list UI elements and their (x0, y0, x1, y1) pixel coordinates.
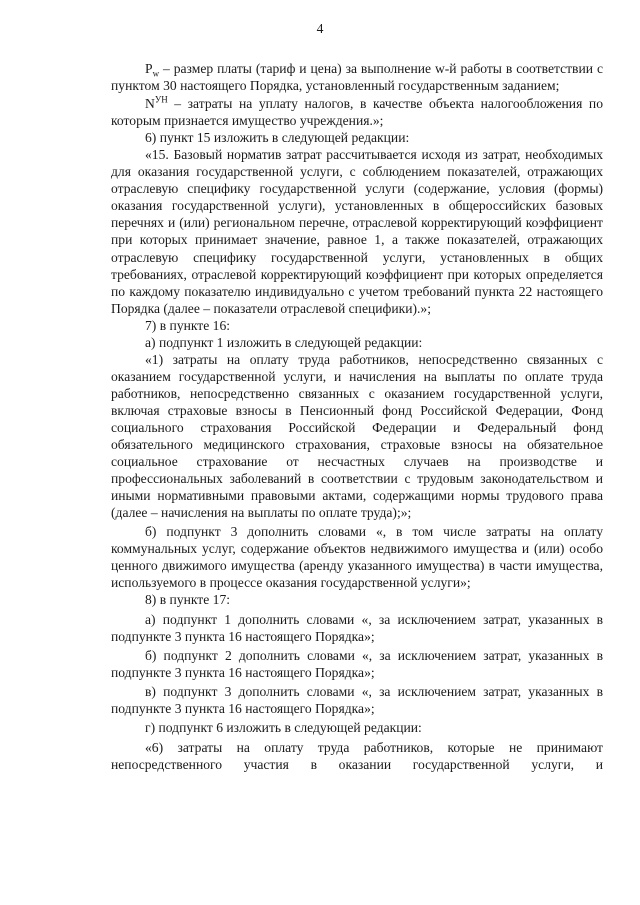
paragraph-15-text: «15. Базовый норматив затрат рассчитывается исходя из затрат, необходимых для оказания государственной услуги, с соблюдением показателей, отражающих отраслевую специфику государственной услуги (содержание, условия (формы) оказания государственной услуги), установленных в общероссийских базовых перечнях и (или) региональном перечне, отраслевой корректирующий коэффициент при которых принимает значение, равное 1, а также показателей, отражающих отраслевую специфику государственной услуги, установленных в общих требованиях, отраслевой корректирующий коэффициент при которых определяется по каждому показателю индивидуально с учетом требований пункта 22 настоящего Порядка (далее – показатели отраслевой специфики).»; (111, 147, 603, 316)
nuh-symbol: N (145, 96, 155, 112)
nuh-superscript: УН (154, 94, 168, 105)
paragraph-8a: а) подпункт 1 дополнить словами «, за исключением затрат, указанных в подпункте 3 пункта 16 настоящего Порядка»; (111, 611, 603, 644)
pw-symbol: P (145, 61, 153, 76)
page-number: 4 (316, 21, 324, 36)
paragraph-7a: а) подпункт 1 изложить в следующей редакции: (145, 334, 423, 350)
paragraph-8d-text: «6) затраты на оплату труда работников, которые не принимают непосредственного участия в оказании государственной услуги, и (111, 739, 603, 772)
pw-definition-text: – размер платы (тариф и цена) за выполнение w-й работы в соответствии с пунктом 30 настоящего Порядка, установленный государственным заданием; (111, 61, 603, 94)
paragraph-6: 6) пункт 15 изложить в следующей редакции: (145, 130, 410, 146)
pw-subscript: w (152, 68, 160, 79)
nuh-definition-text: – затраты на уплату налогов, в качестве объекта налогообложения по которым признается имущество учреждения.»; (111, 96, 603, 129)
paragraph-8b: б) подпункт 2 дополнить словами «, за исключением затрат, указанных в подпункте 3 пункта 16 настоящего Порядка»; (111, 647, 603, 680)
definition-nuh (111, 95, 603, 129)
paragraph-7a-text: «1) затраты на оплату труда работников, непосредственно связанных с оказанием государственной услуги, и начисления на выплаты по оплате труда работников, непосредственно связанных с оказанием государственной услуги, включая страховые взносы в Пенсионный фонд Российской Федерации, Фонд социального страхования Российской Федерации и Федеральный фонд обязательного медицинского страхования, страховые взносы на обязательное социальное страхование от несчастных случаев на производстве и профессиональных заболеваний в соответствии с трудовым законодательством и иными нормативными правовыми актами, содержащими нормы трудового права (далее – начисления на выплаты по оплате труда);»; (111, 351, 603, 521)
paragraph-7b: б) подпункт 3 дополнить словами «, в том числе затраты на оплату коммунальных услуг, содержание объектов недвижимого имущества и (или) особо ценного движимого имущества (аренду указанного имущества) в части имущества, используемого в процессе оказания государственной услуги»; (111, 524, 603, 591)
definition-pw (111, 60, 603, 94)
document-body (111, 60, 603, 773)
paragraph-8c: в) подпункт 3 дополнить словами «, за исключением затрат, указанных в подпункте 3 пункта 16 настоящего Порядка»; (111, 683, 603, 716)
paragraph-8: 8) в пункте 17: (145, 592, 231, 608)
paragraph-7: 7) в пункте 16: (145, 317, 231, 333)
paragraph-8d: г) подпункт 6 изложить в следующей редакции: (145, 719, 422, 735)
